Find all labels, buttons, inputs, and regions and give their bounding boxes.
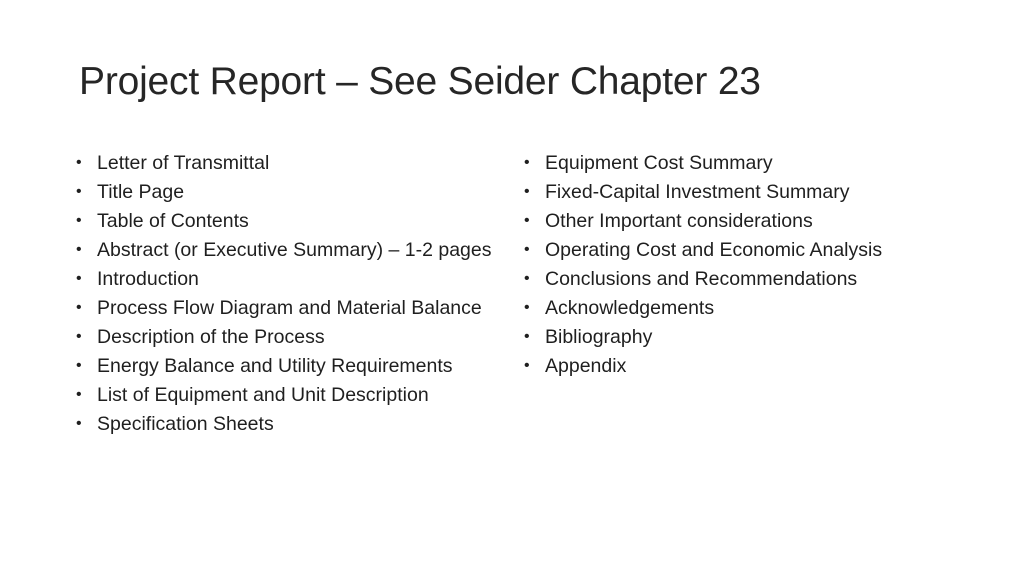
bullet-icon: •: [76, 241, 82, 258]
list-item-text: Conclusions and Recommendations: [545, 268, 858, 290]
list-item: [76, 152, 496, 173]
list-item: [76, 268, 496, 289]
list-item-text: Energy Balance and Utility Requirements: [97, 355, 453, 377]
bullet-icon: •: [524, 241, 530, 258]
list-item-text: Abstract (or Executive Summary) – 1-2 pages: [97, 239, 492, 261]
list-item-text: Other Important considerations: [545, 210, 813, 232]
list-item: [524, 297, 964, 318]
list-item-text: Equipment Cost Summary: [545, 152, 773, 174]
bullet-icon: •: [76, 154, 82, 171]
list-item-text: Letter of Transmittal: [97, 152, 270, 174]
bullet-icon: •: [76, 415, 82, 432]
list-item: [76, 326, 496, 347]
bullet-icon: •: [524, 270, 530, 287]
bullet-icon: •: [524, 328, 530, 345]
list-item-text: Operating Cost and Economic Analysis: [545, 239, 883, 261]
list-item: [524, 181, 964, 202]
bullet-icon: •: [524, 299, 530, 316]
list-item-text: Process Flow Diagram and Material Balance: [97, 297, 482, 319]
bullet-icon: •: [524, 154, 530, 171]
list-item: [524, 355, 964, 376]
right-bullet-list: [524, 152, 964, 384]
bullet-icon: •: [524, 357, 530, 374]
list-item: [76, 181, 496, 202]
list-item-text: Appendix: [545, 355, 627, 377]
list-item: [524, 268, 964, 289]
list-item-text: Acknowledgements: [545, 297, 715, 319]
list-item: [524, 326, 964, 347]
list-item-text: Specification Sheets: [97, 413, 274, 435]
bullet-icon: •: [76, 270, 82, 287]
slide-title: Project Report – See Seider Chapter 23: [79, 60, 761, 103]
left-bullet-list: [76, 152, 496, 442]
list-item-text: Fixed-Capital Investment Summary: [545, 181, 850, 203]
list-item: [76, 413, 496, 434]
list-item-text: List of Equipment and Unit Description: [97, 384, 429, 406]
bullet-icon: •: [76, 386, 82, 403]
list-item-text: Table of Contents: [97, 210, 249, 232]
list-item: [76, 297, 496, 318]
list-item: [524, 152, 964, 173]
list-item-text: Bibliography: [545, 326, 653, 348]
bullet-icon: •: [76, 299, 82, 316]
bullet-icon: •: [76, 183, 82, 200]
list-item: [524, 239, 964, 260]
bullet-icon: •: [76, 357, 82, 374]
list-item: [76, 384, 496, 405]
bullet-icon: •: [76, 328, 82, 345]
list-item: [76, 239, 496, 260]
list-item: [524, 210, 964, 231]
list-item-text: Introduction: [97, 268, 199, 290]
bullet-icon: •: [76, 212, 82, 229]
list-item: [76, 355, 496, 376]
list-item-text: Title Page: [97, 181, 185, 203]
bullet-icon: •: [524, 183, 530, 200]
bullet-icon: •: [524, 212, 530, 229]
list-item: [76, 210, 496, 231]
list-item-text: Description of the Process: [97, 326, 325, 348]
